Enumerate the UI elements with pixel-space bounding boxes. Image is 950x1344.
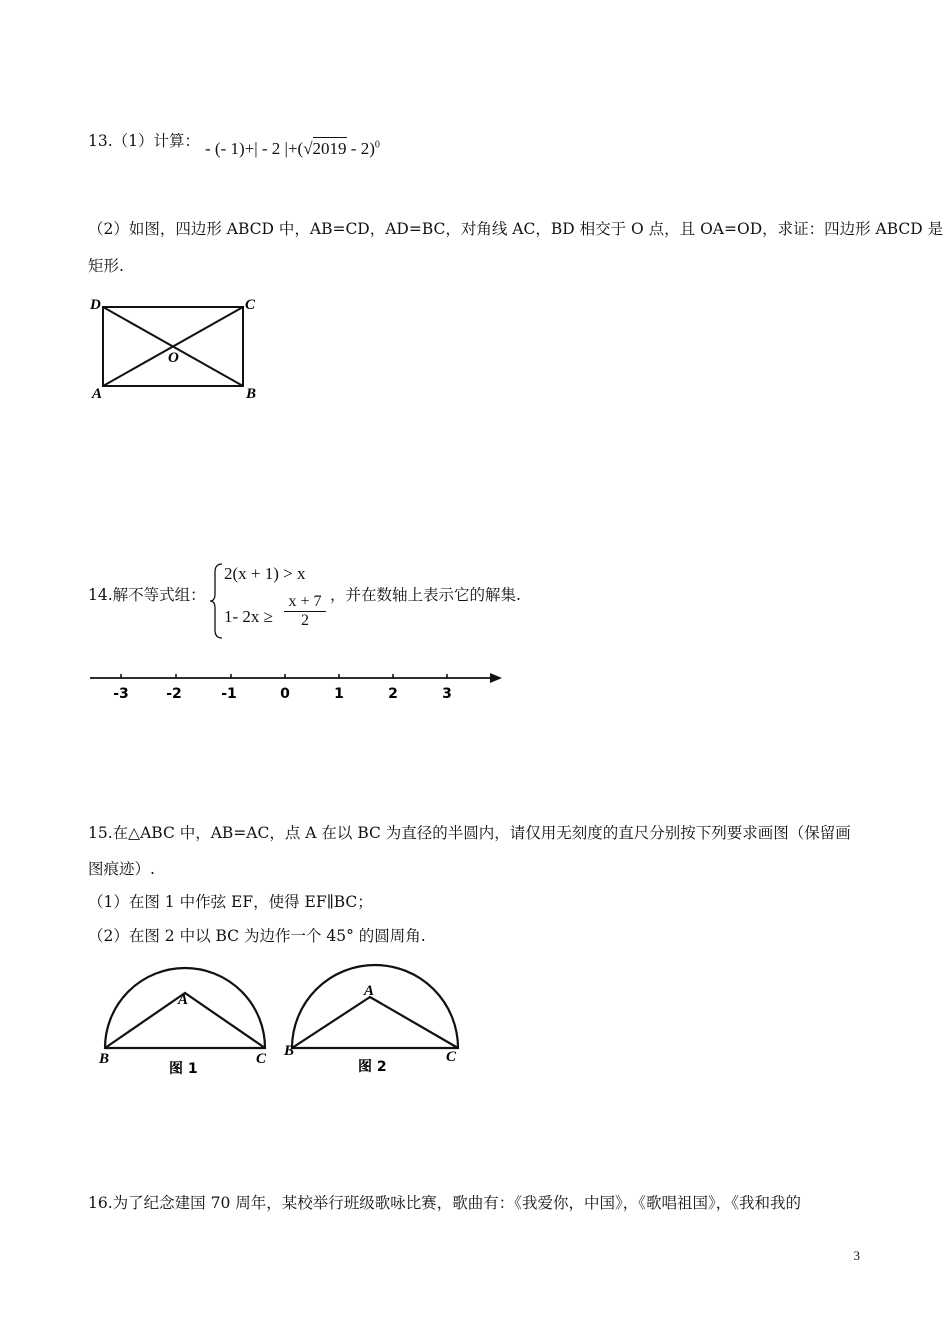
fig1-label-c: C: [256, 1051, 267, 1067]
label-c: C: [245, 297, 256, 313]
fig2-label-a: A: [364, 983, 375, 999]
q15-line4: （2）在图 2 中以 BC 为边作一个 45° 的圆周角.: [88, 927, 426, 945]
system-brace: [210, 562, 224, 640]
page-number: 3: [853, 1248, 860, 1263]
q13-prefix: 13.（1）计算：: [88, 132, 201, 150]
sqrt-sign: √: [303, 139, 313, 158]
tick-neg3: -3: [113, 686, 129, 702]
q14-inequality-1: 2(x + 1) > x: [224, 564, 306, 583]
q15-figure-2: [282, 955, 467, 1080]
tick-1: 1: [334, 686, 344, 702]
tick-2: 2: [388, 686, 398, 702]
fig2-caption: 图 2: [358, 1059, 387, 1075]
q15-figure-1: [95, 960, 275, 1080]
arrow-head: [490, 673, 502, 683]
q16-line1: 16.为了纪念建国 70 周年，某校举行班级歌咏比赛，歌曲有：《我爱你，中国》，《歌唱祖国》，《我和我的: [88, 1194, 801, 1212]
q15-line1: 15.在△ABC 中，AB=AC，点 A 在以 BC 为直径的半圆内，请仅用无刻度的直尺分别按下列要求画图（保留画: [88, 824, 851, 842]
tick-neg2: -2: [166, 686, 182, 702]
q14-fraction-denominator: 2: [301, 612, 309, 629]
fig1-label-a: A: [178, 992, 189, 1008]
fig1-label-b: B: [99, 1051, 110, 1067]
q14-fraction: [284, 593, 326, 630]
q13-expr-b: | - 2 |: [254, 139, 288, 158]
q14-prefix: 14.解不等式组：: [88, 586, 206, 604]
q15-line3: （1）在图 1 中作弦 EF，使得 EF∥BC；: [88, 893, 373, 911]
triangle-2: [292, 997, 458, 1048]
q14-fraction-numerator: x + 7: [288, 593, 322, 610]
label-b: B: [246, 386, 257, 402]
q13-expr-a: - (- 1)+: [205, 139, 255, 158]
semicircle-1: [105, 968, 265, 1048]
label-a: A: [92, 386, 103, 402]
q13-expr-c: +(: [287, 139, 304, 158]
fig1-caption: 图 1: [169, 1061, 198, 1077]
q13-rectangle-figure: [88, 292, 268, 402]
tick-0: 0: [280, 686, 290, 702]
q13-expr-d: - 2): [346, 139, 375, 158]
fig2-label-b: B: [284, 1043, 295, 1059]
label-o: O: [168, 350, 179, 366]
number-line: [88, 665, 508, 710]
q14-suffix: ，并在数轴上表示它的解集.: [330, 586, 521, 604]
semicircle-2: [292, 965, 458, 1048]
tick-3: 3: [442, 686, 452, 702]
q15-line2: 图痕迹）.: [88, 860, 155, 878]
q13-expression: [205, 138, 380, 160]
q13-part2-line2: 矩形.: [88, 257, 124, 275]
q14-inequality-2-left: 1- 2x ≥: [224, 607, 273, 626]
q13-part2-line1: （2）如图，四边形 ABCD 中，AB=CD，AD=BC，对角线 AC，BD 相交于 O 点，且 OA=OD，求证：四边形 ABCD 是: [88, 220, 944, 238]
tick-neg1: -1: [221, 686, 237, 702]
fig2-label-c: C: [446, 1049, 457, 1065]
q13-sqrt-arg: 2019: [312, 139, 347, 158]
label-d: D: [90, 297, 101, 313]
q13-exponent: 0: [374, 139, 380, 151]
